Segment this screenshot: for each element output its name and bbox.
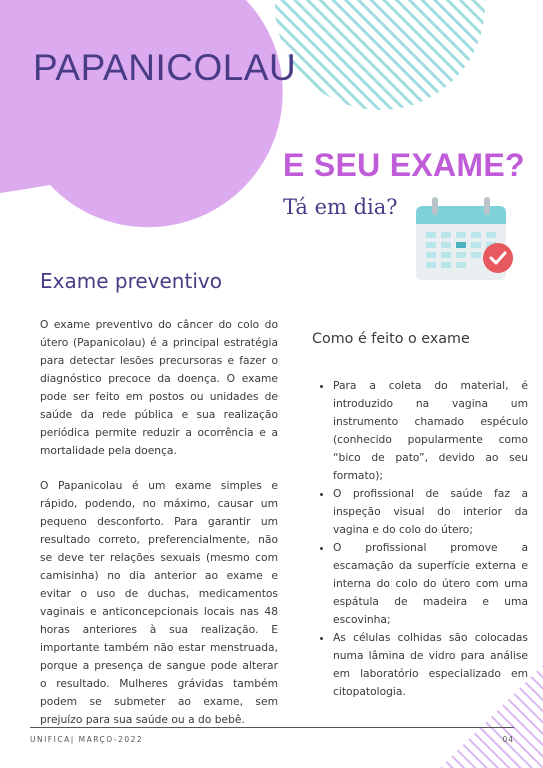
lilac-blob xyxy=(0,0,283,227)
left-column xyxy=(40,316,278,729)
calendar-check-icon xyxy=(412,196,518,284)
footer-text: UNIFICA| MARÇO-2022 xyxy=(30,735,144,744)
list-item: • O profissional de saúde faz a inspeção visual do interior da vagina e do colo do útero; xyxy=(333,485,528,539)
page-title: PAPANICOLAU xyxy=(33,47,297,88)
subheadline: Tá em dia? xyxy=(283,195,398,219)
footer-divider xyxy=(30,727,514,728)
page-number: 04 xyxy=(502,735,514,744)
list-item: • O profissional promove a escamação da superfície externa e interna do colo do útero com uma espátula de madeira e uma escovinha; xyxy=(333,539,528,629)
headline: E SEU EXAME? xyxy=(283,147,525,183)
list-item: • As células colhidas são colocadas numa lâmina de vidro para análise em laboratório especializado em citopatologia. xyxy=(333,629,528,701)
section-title-exame-preventivo: Exame preventivo xyxy=(40,269,222,293)
paragraph: O Papanicolau é um exame simples e rápido, podendo, no máximo, causar um pequeno desconforto. Para garantir um resultado correto, preferencialmente, não se deve ter relações sexuais (mesmo com camisinha) no dia anterior ao exame e evitar o uso de duchas, medicamentos vaginais e anticoncepcionais locais nas 48 horas anteriores à sua realização. E importante também não estar menstruada, porque a presença de sangue pode alterar o resultado. Mulheres grávidas também podem se submeter ao exame, sem prejuízo para sua saúde ou a do bebê. xyxy=(40,479,278,726)
paragraph: O exame preventivo do câncer do colo do útero (Papanicolau) é a principal estratégia para detectar lesões precursoras e fazer o diagnóstico precoce da doença. O exame pode ser feito em postos ou unidades de saúde da rede pública e sua realização periódica permite reduzir a ocorrência e a mortalidade pela doença. xyxy=(40,318,278,457)
list-item: • Para a coleta do material, é introduzido na vagina um instrumento chamado espéculo (conhecido popularmente como “bico de pato”, devido ao seu formato); xyxy=(333,377,528,485)
section-title-como-e-feito: Como é feito o exame xyxy=(312,331,470,347)
procedure-list xyxy=(318,377,528,701)
